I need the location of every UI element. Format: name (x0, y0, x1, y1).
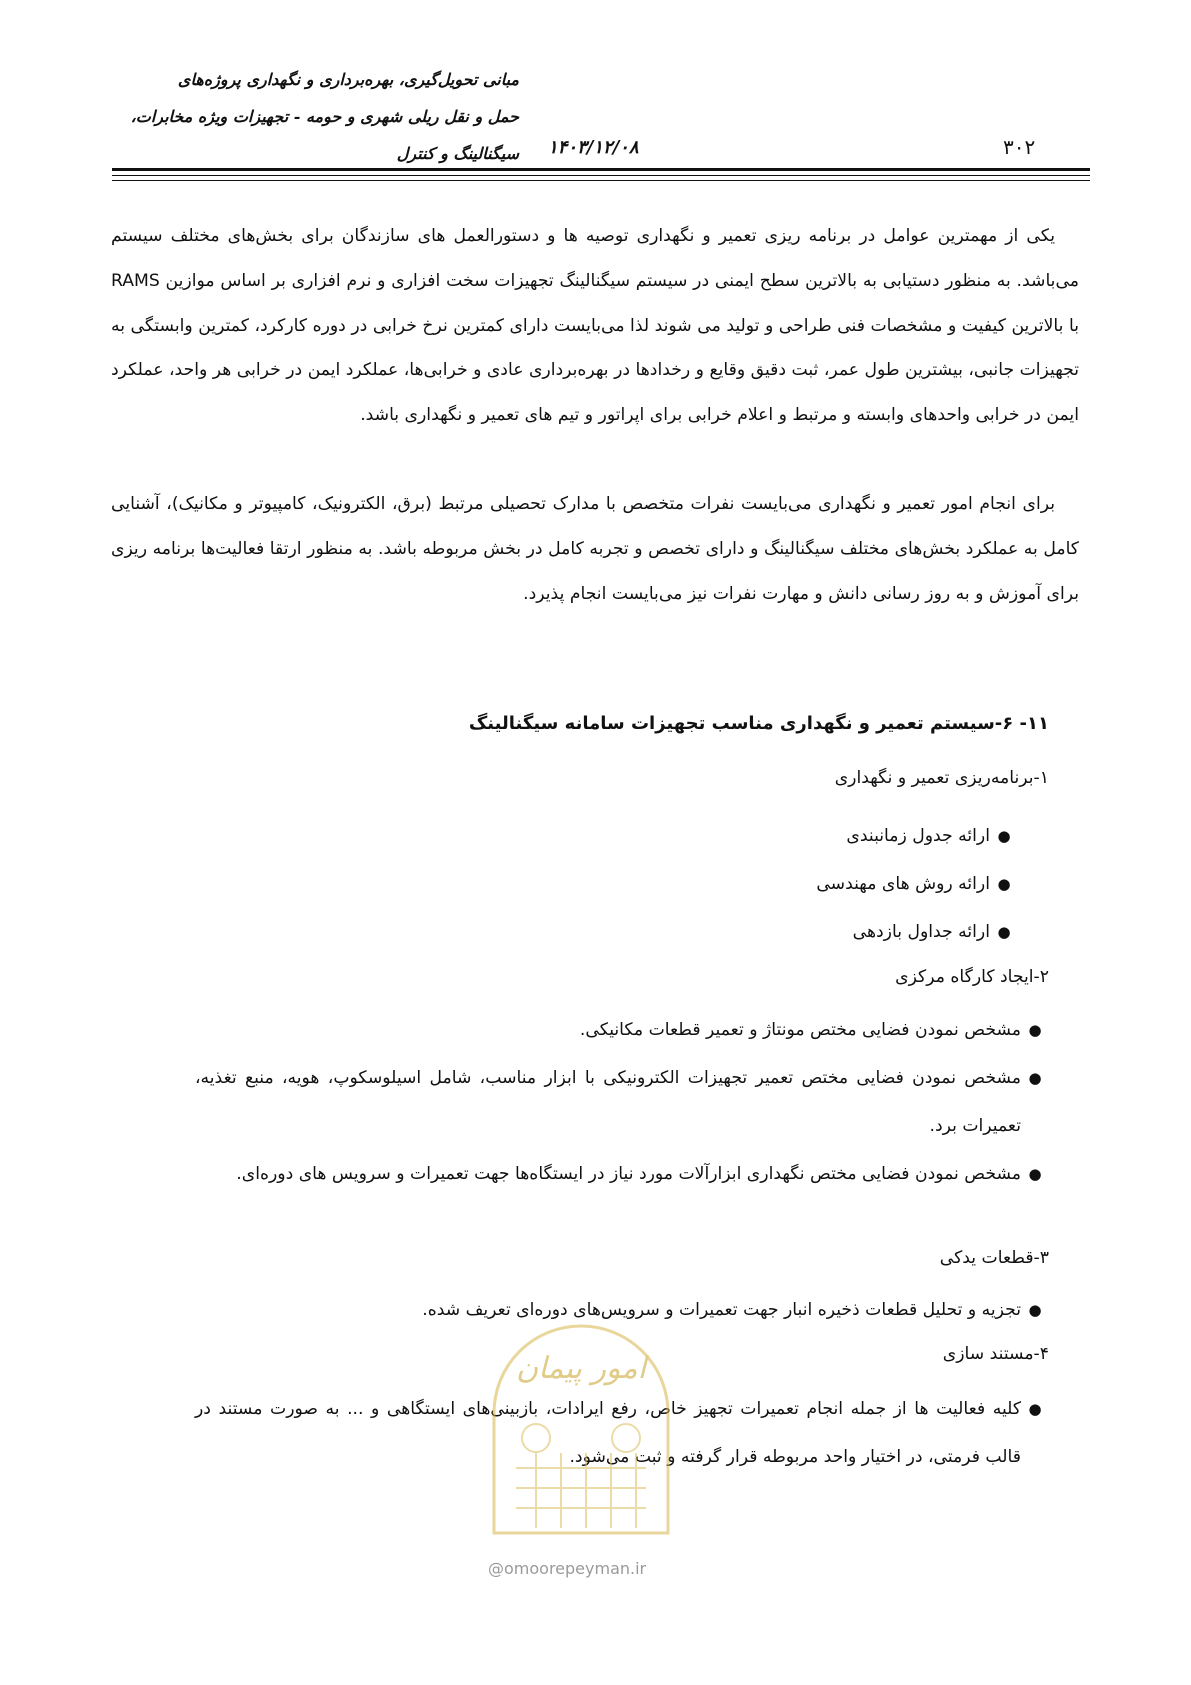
watermark-seal-text: امور پیمان (516, 1351, 646, 1386)
bullet-icon: ● (1028, 1021, 1042, 1039)
item-title-4: ۴-مستند سازی (942, 1344, 1049, 1364)
bullet-text: ارائه جداول بازدهی (852, 922, 990, 942)
list-item (853, 908, 1018, 956)
bullet-icon: ● (1028, 1400, 1042, 1418)
bullet-text: تجزیه و تحلیل قطعات ذخیره انبار جهت تعمیرات و سرویس‌های دوره‌ای تعریف شده. (422, 1300, 1021, 1320)
watermark-seal-icon (476, 1318, 686, 1578)
bullet-icon: ● (997, 827, 1011, 845)
bullet-icon: ● (1028, 1165, 1042, 1183)
header-rule-thin-2 (112, 180, 1090, 181)
body-paragraph-2: برای انجام امور تعمیر و نگهداری می‌بایست نفرات متخصص با مدارک تحصیلی مرتبط (برق، الکترونیک، کامپیوتر و مکانیک)، آشنایی کامل به عملکرد بخش‌های مختلف سیگنالینگ و دارای تخصص و تجربه کامل در بخش مربوطه باشد. به منظور ارتقا فعالیت‌ها برنامه ریزی برای آموزش و به روز رسانی دانش و مهارت نفرات نیز می‌بایست انجام پذیرد. (111, 494, 1079, 604)
header-title-line-1: مبانی تحویل‌گیری، بهره‌برداری و نگهداری پروژه‌های (177, 70, 519, 89)
bullet-icon: ● (1028, 1301, 1042, 1319)
bullet-text: مشخص نمودن فضایی مختص نگهداری ابزارآلات مورد نیاز در ایستگاه‌ها جهت تعمیرات و سرویس های دوره‌ای. (236, 1164, 1021, 1184)
bullet-text: ارائه روش های مهندسی (816, 874, 990, 894)
item-title-1: ۱-برنامه‌ریزی تعمیر و نگهداری (834, 768, 1049, 788)
list-item (816, 860, 1018, 908)
list-item (195, 1054, 1049, 1150)
header-date: ۱۴۰۳/۱۲/۰۸ (548, 137, 639, 158)
item-title-3: ۳-قطعات یدکی (939, 1248, 1049, 1268)
bullet-text: مشخص نمودن فضایی مختص تعمیر تجهیزات الکترونیکی با ابزار مناسب، شامل اسیلوسکوپ، هویه، منبع تغذیه، تعمیرات برد. (195, 1068, 1021, 1136)
watermark-url: @omoorepeyman.ir (488, 1559, 647, 1578)
bullet-icon: ● (997, 923, 1011, 941)
item-title-2: ۲-ایجاد کارگاه مرکزی (895, 967, 1049, 987)
bullet-text: کلیه فعالیت ها از جمله انجام تعمیرات تجهیز خاص، رفع ایرادات، بازبینی‌های ایستگاهی و ... به صورت مستند در قالب فرمتی، در اختیار واحد مربوطه قرار گرفته و ثبت می‌شود. (195, 1399, 1021, 1467)
bullet-icon: ● (997, 875, 1011, 893)
body-paragraph-1: یکی از مهمترین عوامل در برنامه ریزی تعمیر و نگهداری توصیه ها و دستورالعمل های سازندگان برای بخش‌های مختلف سیستم می‌باشد. به منظور دستیابی به بالاترین سطح ایمنی در سیستم سیگنالینگ تجهیزات سخت افزاری و نرم افزاری بر اساس موازین RAMS با بالاترین کیفیت و مشخصات فنی طراحی و تولید می شوند لذا می‌بایست دارای کمترین نرخ خرابی در دوره کارکرد، کمترین وابستگی به تجهیزات جانبی، بیشترین طول عمر، ثبت دقیق وقایع و رخدادها در بهره‌برداری عادی و خرابی‌ها، عملکرد ایمن در خرابی هر واحد، عملکرد ایمن در خرابی واحدهای وابسته و مرتبط و اعلام خرابی برای اپراتور و تیم های تعمیر و نگهداری باشد. (111, 226, 1079, 426)
list-item (846, 812, 1018, 860)
header-rule-thin-1 (112, 175, 1090, 176)
list-item (195, 1006, 1049, 1054)
header-title-line-2: حمل و نقل ریلی شهری و حومه - تجهیزات ویژه مخابرات، (130, 107, 519, 126)
header-title-line-3: سیگنالینگ و کنترل (396, 144, 519, 163)
bullet-text: مشخص نمودن فضایی مختص مونتاژ و تعمیر قطعات مکانیکی. (579, 1020, 1021, 1040)
section-heading: ۱۱- ۶-سیستم تعمیر و نگهداری مناسب تجهیزات سامانه سیگنالینگ (468, 713, 1049, 734)
page-number: ۳۰۲ (1003, 135, 1036, 159)
bullet-icon: ● (1028, 1069, 1042, 1087)
header-rule-thick (112, 168, 1090, 171)
bullet-text: ارائه جدول زمانبندی (846, 826, 990, 846)
list-item (195, 1150, 1049, 1198)
